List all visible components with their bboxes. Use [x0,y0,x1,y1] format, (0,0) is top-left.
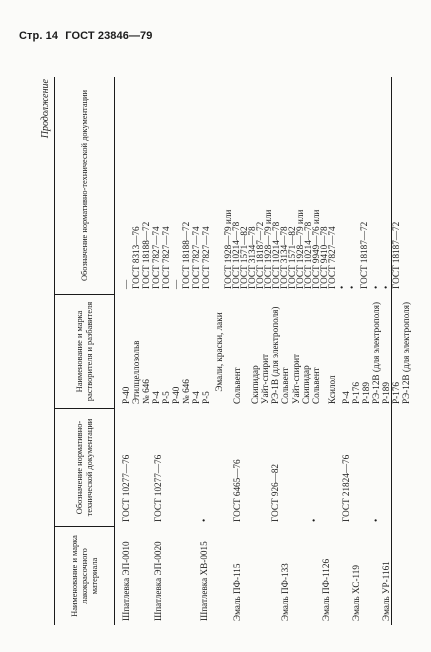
solvent-name: Р-176 [390,381,401,404]
solvent-doc: ГОСТ 1571—82 [238,225,249,289]
material-name: Эмаль ПФ-115 [231,563,242,621]
material-name: Эмаль ПФ-133 [279,562,290,621]
solvent-name: Р-4 [190,390,201,404]
solvent-name: Сольвент [231,366,242,404]
solvent-name: Сольвент [279,366,290,404]
page-number: Стр. 14 [19,30,59,42]
solvent-doc: ГОСТ 1928—79 или [294,209,305,289]
solvent-doc: ГОСТ 7827—74 [160,225,171,289]
solvent-doc: ГОСТ 7827—74 [190,225,201,289]
material-name: Эмаль УР-1161 [380,560,391,621]
material-name: Эмаль ХС-119 [350,564,361,621]
standard-number: ГОСТ 23846—79 [65,30,153,42]
solvent-doc: ГОСТ 1571—82 [286,225,297,289]
column-header-solvent: Наименование и марка растворителя и разбавителя [55,295,114,409]
solvent-name: Р-5 [200,390,211,404]
column-header-material-doc: Обозначение нормативно-технической документации [55,409,114,527]
table-body [115,77,411,625]
solvent-doc: ГОСТ 7827—74 [200,225,211,289]
solvent-doc: ГОСТ 18188—72 [140,221,151,289]
table-frame [54,77,411,625]
solvent-name: Р-4 [340,390,351,404]
column-header-material: Наименование и марка лакокрасочного материала [69,534,98,617]
solvent-name: Ксилол [326,374,337,404]
solvent-name: Сольвент [310,366,321,404]
solvent-doc: ГОСТ 10214—78 [302,221,313,289]
material-doc: ГОСТ 10277—76 [120,454,131,522]
material-doc: • [308,518,319,522]
solvent-doc: ГОСТ 10214—78 [230,221,241,289]
solvent-doc: ГОСТ 3134—78 [278,225,289,289]
solvent-name: Этилцеллозольв [130,339,141,404]
solvent-name: РЭ-12В (для электрополя) [400,301,411,404]
column-header-solvent-doc: Обозначение нормативно-технической документации [55,77,114,295]
solvent-doc: • [346,285,357,289]
solvent-name: РЭ-1В (для электрополя) [269,306,280,404]
material-doc: ГОСТ 21824—76 [340,454,351,522]
solvent-name: № 646 [180,378,191,404]
table-header [55,77,115,625]
solvent-doc: ГОСТ 9949—76 или [310,209,321,289]
solvent-name: Р-4 [150,390,161,404]
solvent-doc: ГОСТ 7827—74 [150,225,161,289]
solvent-name: Р-5 [160,390,171,404]
solvent-name: Уайт-спирит [290,353,301,404]
solvent-name: № 646 [140,378,151,404]
solvent-doc: ГОСТ 8313—76 [130,225,141,289]
solvent-name: Р-189 [360,381,371,404]
solvent-doc: ГОСТ 18187—72 [358,221,369,289]
solvent-doc: • [380,285,391,289]
solvent-name: Р-40 [120,386,131,404]
solvent-doc: ГОСТ 18187—72 [390,221,401,289]
solvent-doc: ГОСТ 18187—72 [254,221,265,289]
solvent-doc: ГОСТ 1928—79 или [262,209,273,289]
continued-label: Продолжение [39,78,51,138]
solvent-doc: ГОСТ 3134—78 [246,225,257,289]
solvent-name: Скипидар [300,364,311,404]
material-name: Эмаль ПФ-1126 [320,558,331,621]
solvent-name: Скипидар [249,364,260,404]
material-doc: ГОСТ 926—82 [269,463,280,522]
section-heading: Эмали, краски, лаки [213,311,224,392]
solvent-doc: ГОСТ 1928—79 или [222,209,233,289]
material-doc: ГОСТ 10277—76 [152,454,163,522]
material-doc: • [370,518,381,522]
material-name: Шпатлевка ЭП-0010 [120,540,131,621]
material-doc: • [198,518,209,522]
solvent-doc: — [170,279,181,289]
material-name: Шпатлевка ЭП-0020 [152,540,163,621]
solvent-doc: • [370,285,381,289]
solvent-doc: ГОСТ 18188—72 [180,221,191,289]
solvent-name: РЭ-12В (для электрополя) [370,301,381,404]
solvent-name: Р-40 [170,386,181,404]
solvent-name: Уайт-спирит [259,353,270,404]
solvent-doc: ГОСТ 7827—74 [326,225,337,289]
solvent-doc: ГОСТ 9410—78 [318,225,329,289]
material-name: Шпатлевка ХВ-0015 [198,540,209,621]
solvent-doc: — [120,279,131,289]
solvent-doc: ГОСТ 10214—78 [270,221,281,289]
solvent-doc: • [336,285,347,289]
solvent-name: Р-176 [350,381,361,404]
solvent-name: Р-189 [380,381,391,404]
material-doc: ГОСТ 6465—76 [231,458,242,522]
rotated-table [39,77,411,625]
page-header [19,30,152,42]
